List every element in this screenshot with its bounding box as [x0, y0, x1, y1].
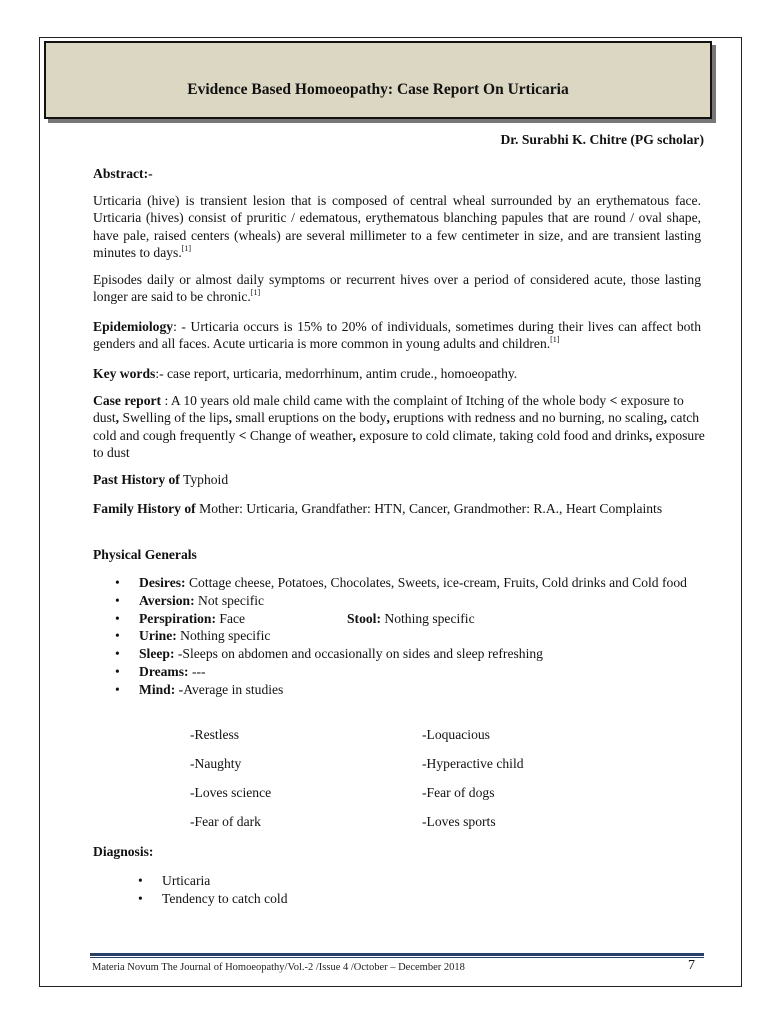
past-history-line — [93, 471, 701, 488]
case-text: catch cold and cough frequently — [93, 410, 700, 443]
epidemiology-text: : - Urticaria occurs is 15% to 20% of individuals, sometimes during their lives can affect both genders and all faces. Acute urticaria is more common in young adults and children. — [93, 319, 701, 352]
case-report-label: Case report — [93, 393, 162, 408]
list-item — [115, 574, 710, 592]
desires-text: Cottage cheese, Potatoes, Chocolates, Sweets, ice-cream, Fruits, Cold drinks and Cold food — [185, 575, 687, 590]
perspiration-text: Face — [216, 610, 246, 626]
case-text: Change of weather — [246, 427, 353, 443]
separator: , — [648, 427, 653, 443]
case-text: Swelling of the lips — [119, 410, 229, 426]
abstract-p2-text: Episodes daily or almost daily symptoms or recurrent hives over a period of considered acute, those lasting longer are said to be chronic. — [93, 272, 701, 305]
case-text: eruptions with redness and no burning, no scaling — [389, 410, 664, 426]
aversion-text: Not specific — [194, 592, 265, 608]
case-text: small eruptions on the body — [232, 410, 387, 426]
list-item: • Urticaria — [138, 872, 538, 890]
past-history-text: Typhoid — [179, 472, 229, 487]
list-item: • Tendency to catch cold — [138, 890, 538, 908]
sleep-text: -Sleeps on abdomen and occasionally on sides and sleep refreshing — [174, 646, 543, 662]
page-title: Evidence Based Homoeopathy: Case Report On Urticaria — [187, 81, 569, 98]
case-text: : A 10 years old male child came with the complaint of Itching of the whole body — [161, 393, 610, 408]
page-number: 7 — [688, 958, 695, 973]
footer-divider-thin — [90, 957, 704, 958]
list-item — [115, 645, 710, 663]
list-item — [115, 627, 710, 645]
separator: , — [115, 410, 120, 426]
list-item — [115, 592, 710, 610]
mind-trait: -Loves science — [190, 785, 272, 800]
stool-text: Nothing specific — [380, 610, 475, 626]
mind-label: Mind: - — [139, 681, 184, 697]
case-text: exposure to dust — [93, 393, 684, 426]
worse-symbol: < — [609, 393, 618, 408]
mind-trait: -Naughty — [190, 756, 242, 771]
physical-generals-list — [115, 574, 710, 699]
author-line: Dr. Surabhi K. Chitre (PG scholar) — [500, 132, 704, 147]
stool-entry — [347, 610, 475, 628]
separator: , — [386, 410, 390, 426]
urine-label: Urine: — [139, 628, 177, 644]
footer-divider — [90, 953, 704, 956]
list-item — [115, 681, 710, 699]
citation: [1] — [550, 335, 560, 345]
keywords-label: Key words — [93, 366, 156, 381]
past-history-label: Past History of — [93, 472, 180, 487]
dreams-label: Dreams: — [139, 663, 189, 679]
mind-trait: -Hyperactive child — [422, 756, 524, 771]
desires-label: Desires: — [139, 575, 186, 590]
citation: [1] — [181, 244, 192, 254]
abstract-paragraph-1 — [93, 192, 701, 262]
list-item — [115, 610, 710, 628]
epidemiology-paragraph — [93, 318, 701, 353]
abstract-heading: Abstract:- — [93, 166, 153, 181]
mind-trait: -Restless — [190, 727, 240, 742]
diagnosis-list — [138, 872, 538, 908]
case-report-paragraph — [93, 392, 705, 462]
case-text: exposure to cold climate, taking cold food and drinks — [355, 427, 649, 443]
keywords-paragraph — [93, 365, 701, 382]
abstract-p1-text: Urticaria (hive) is transient lesion that is composed of central wheal surrounded by an erythematous face. Urticaria (hives) consist of pruritic / edematous, erythematous blanching papules that are round / oval shape, have pale, raised centers (wheals) are several millimeter to a few centimeter in size, and are transient lasting minutes to days. — [93, 193, 701, 261]
mind-trait: -Loquacious — [422, 727, 490, 742]
mind-trait: -Loves sports — [422, 814, 496, 829]
footer-journal-citation: Materia Novum The Journal of Homoeopathy/Vol.-2 /Issue 4 /October – December 2018 — [92, 962, 465, 973]
sleep-label: Sleep: — [139, 646, 175, 662]
list-item — [115, 663, 710, 681]
epidemiology-label: Epidemiology — [93, 319, 174, 334]
separator: , — [228, 410, 232, 426]
perspiration-label: Perspiration: — [139, 610, 217, 626]
keywords-text: :- case report, urticaria, medorrhinum, antim crude., homoeopathy. — [155, 366, 518, 381]
mind-text: Average in studies — [183, 681, 284, 697]
worse-symbol: < — [238, 427, 247, 443]
urine-text: Nothing specific — [176, 628, 271, 644]
mind-trait: -Fear of dark — [190, 814, 261, 829]
dreams-text: --- — [188, 663, 206, 679]
separator: , — [352, 427, 356, 443]
aversion-label: Aversion: — [139, 592, 195, 608]
abstract-paragraph-2 — [93, 271, 701, 306]
citation: [1] — [250, 288, 261, 298]
case-text: exposure to dust — [93, 427, 705, 461]
physical-generals-heading: Physical Generals — [93, 547, 197, 562]
family-history-paragraph — [93, 500, 693, 517]
diagnosis-heading: Diagnosis: — [93, 844, 154, 859]
stool-label: Stool: — [347, 610, 381, 626]
separator: , — [663, 410, 667, 426]
family-history-text: Mother: Urticaria, Grandfather: HTN, Cancer, Grandmother: R.A., Heart Complaints — [195, 501, 663, 516]
family-history-label: Family History of — [93, 501, 196, 516]
mind-trait: -Fear of dogs — [422, 785, 495, 800]
title-banner — [44, 41, 712, 119]
